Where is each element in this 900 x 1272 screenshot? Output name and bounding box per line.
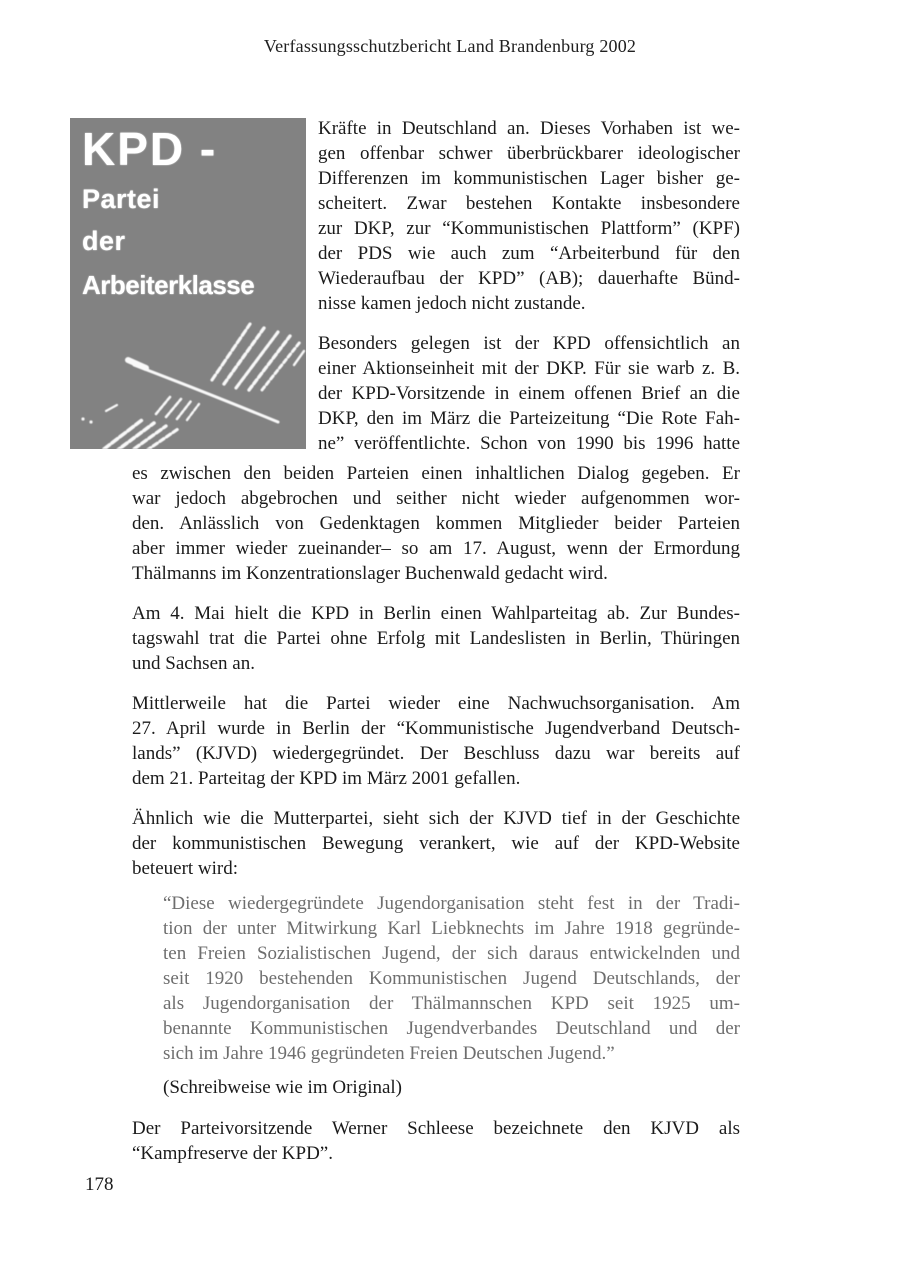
para-kontakte [318,116,740,316]
quote-note [163,1075,663,1100]
text-line: Ähnlich wie die Mutterpartei, sieht sich der KJVD tief in der Geschichte [132,808,740,829]
text-line: den. Anlässlich von Gedenktagen kommen Mitglieder beider Parteien [132,513,740,534]
text-line: Wiederaufbau der KPD” (AB); dauerhafte Bünd- [318,268,740,289]
text-line: lands” (KJVD) wiedergegründet. Der Beschluss dazu war bereits auf [132,743,740,764]
text-line: Am 4. Mai hielt die KPD in Berlin einen Wahlparteitag ab. Zur Bundes- [132,603,740,624]
text-line: gen offenbar schwer überbrückbarer ideologischer [318,143,740,164]
page-number: 178 [85,1174,114,1195]
blockquote-kjvd-tradition [163,891,740,1066]
text-line: als Jugendorganisation der Thälmannschen KPD seit 1925 um- [163,993,740,1014]
para-wahlparteitag [132,601,740,676]
page-header-title: Verfassungsschutzbericht Land Brandenburg 2002 [263,36,637,56]
text-line: benannte Kommunistischen Jugendverbandes Deutschland und der [163,1018,740,1039]
text-line: der KPD-Vorsitzende in einem offenen Brief an die [318,383,740,404]
logo-scribble-graphic [70,118,306,449]
text-line: sich im Jahre 1946 gegründeten Freien Deutschen Jugend.” [163,1043,615,1064]
text-line: war jedoch abgebrochen und seither nicht wieder aufgenommen wor- [132,488,740,509]
logo-text-kpd: KPD - [82,123,218,175]
text-line: aber immer wieder zueinander– so am 17. August, wenn der Ermordung [132,538,740,559]
text-line: tion der unter Mitwirkung Karl Liebknechts im Jahre 1918 gegründe- [163,918,740,939]
text-line: es zwischen den beiden Parteien einen inhaltlichen Dialog gegeben. Er [132,463,740,484]
text-line: der PDS wie auch zum “Arbeiterbund für den [318,243,740,264]
text-line: Der Parteivorsitzende Werner Schleese bezeichnete den KJVD als [132,1118,740,1139]
logo-text-partei: Partei [82,184,161,214]
para-aktionseinheit-full [132,461,740,586]
text-line: Mittlerweile hat die Partei wieder eine Nachwuchsorganisation. Am [132,693,740,714]
text-line: dem 21. Parteitag der KPD im März 2001 gefallen. [132,768,521,789]
text-line: “Kampfreserve der KPD”. [132,1143,333,1164]
text-line: Besonders gelegen ist der KPD offensichtlich an [318,333,740,354]
text-line: ne” veröffentlichte. Schon von 1990 bis 1996 hatte [318,433,740,454]
text-line: DKP, den im März die Parteizeitung “Die Rote Fah- [318,408,740,429]
kpd-logo [70,118,306,449]
text-line: scheitert. Zwar bestehen Kontakte insbesondere [318,193,740,214]
text-line: zur DKP, zur “Kommunistischen Plattform” (KPF) [318,218,740,239]
para-schleese [132,1116,740,1166]
text-line: einer Aktionseinheit mit der DKP. Für sie warb z. B. [318,358,740,379]
text-line: Thälmanns im Konzentrationslager Buchenwald gedacht wird. [132,563,608,584]
para-kjvd-geschichte [132,806,740,881]
text-line: Differenzen im kommunistischen Lager bisher ge- [318,168,740,189]
text-line: tagswahl trat die Partei ohne Erfolg mit Landeslisten in Berlin, Thüringen [132,628,740,649]
text-line: “Diese wiedergegründete Jugendorganisation steht fest in der Tradi- [163,893,740,914]
logo-text-arbeiterklasse: Arbeiterklasse [82,270,255,300]
para-aktionseinheit-wrapped [318,331,740,456]
text-line: (Schreibweise wie im Original) [163,1077,403,1098]
text-line: 27. April wurde in Berlin der “Kommunistische Jugendverband Deutsch- [132,718,740,739]
text-line: der kommunistischen Bewegung verankert, wie auf der KPD-Website [132,833,740,854]
text-line: nisse kamen jedoch nicht zustande. [318,293,586,314]
text-line: Kräfte in Deutschland an. Dieses Vorhaben ist we- [318,118,740,139]
logo-text-der: der [82,226,126,256]
text-line: und Sachsen an. [132,653,255,674]
text-line: seit 1920 bestehenden Kommunistischen Jugend Deutschlands, der [163,968,740,989]
text-line: ten Freien Sozialistischen Jugend, der sich daraus entwickelnden und [163,943,740,964]
para-nachwuchsorganisation [132,691,740,791]
text-line: beteuert wird: [132,858,239,879]
